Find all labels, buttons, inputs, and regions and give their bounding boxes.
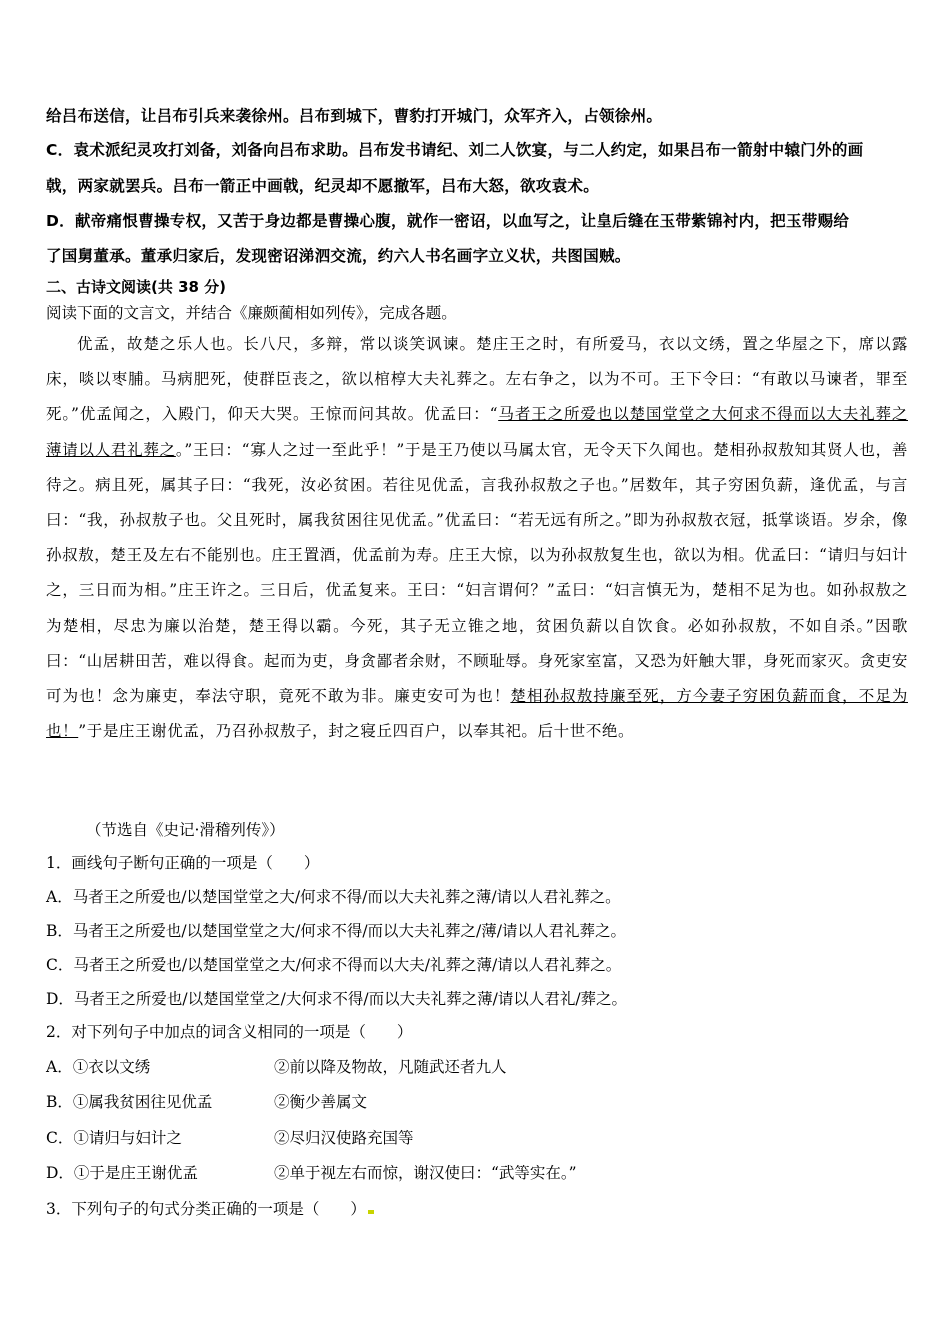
option-a-first: A．①衣以文绣 (46, 1058, 151, 1076)
underlined-sentence-2: 楚相孙叔敖持廉至死，方今妻子穷困负薪而食，不足为也！ (46, 687, 908, 741)
question-1-option-b: B．马者王之所爱也/以楚国堂堂之大/何求不得/而以大夫礼葬之/薄/请以人君礼葬之。 (46, 922, 627, 940)
top-option-d-line-2: 了国舅董承。董承归家后，发现密诏涕泗交流，约六人书名画字立义状，共图国贼。 (46, 247, 631, 265)
question-2-stem: 2．对下列句子中加点的词含义相同的一项是（ ） (46, 1023, 413, 1041)
top-option-line-1: 给吕布送信，让吕布引兵来袭徐州。吕布到城下，曹豹打开城门，众军齐入，占领徐州。 (46, 107, 663, 125)
option-d-first: D．①于是庄王谢优孟 (46, 1164, 198, 1182)
passage-part-3: ”于是庄王谢优孟，乃召孙叔敖子，封之寝丘四百户，以奉其祀。后十世不绝。 (78, 722, 635, 741)
passage-part-1: 优孟，故楚之乐人也。长八尺，多辩，常以谈笑讽谏。楚庄王之时，有所爱马，衣以文绣，置之华屋之下，席以露床，啖以枣脯。马病肥死，使群臣丧之，欲以棺椁大夫礼葬之。左右争之，以为不可。王下令曰：“有敢以马谏者，罪至死。”优孟闻之，入殿门，仰天大哭。王惊而问其故。优孟曰：“ (46, 335, 908, 424)
top-option-c-line-2: 戟，两家就罢兵。吕布一箭正中画戟，纪灵却不愿撤军，吕布大怒，欲攻袁术。 (46, 177, 600, 195)
option-b-first: B．①属我贫困往见优孟 (46, 1093, 213, 1111)
question-3-text: 3．下列句子的句式分类正确的一项是（ ） (46, 1200, 366, 1218)
question-1-stem: 1．画线句子断句正确的一项是（ ） (46, 854, 320, 872)
question-1-option-c: C．马者王之所爱也/以楚国堂堂之大/何求不得而以大夫/礼葬之薄/请以人君礼葬之。 (46, 956, 622, 974)
option-a-second: ②前以降及物故，凡随武还者九人 (274, 1058, 507, 1076)
question-1-option-d: D．马者王之所爱也/以楚国堂堂之/大何求不得/而以大夫礼葬之薄/请以人君礼/葬之。 (46, 990, 628, 1008)
question-2-option-c (46, 1126, 908, 1148)
question-1-option-a: A．马者王之所爱也/以楚国堂堂之大/何求不得/而以大夫礼葬之薄/请以人君礼葬之。 (46, 888, 621, 906)
passage-source: （节选自《史记·滑稽列传》） (86, 821, 285, 839)
highlight-mark-icon (368, 1210, 374, 1214)
classical-passage (46, 327, 908, 749)
option-d-second: ②单于视左右而惊，谢汉使曰：“武等实在。” (274, 1164, 577, 1182)
option-c-first: C．①请归与妇计之 (46, 1129, 182, 1147)
reading-instruction: 阅读下面的文言文，并结合《廉颇蔺相如列传》，完成各题。 (46, 304, 457, 322)
question-2-option-b (46, 1090, 908, 1112)
question-2-option-a (46, 1055, 908, 1077)
section-heading: 二、古诗文阅读(共 38 分) (46, 278, 227, 296)
top-option-c-line-1: C．袁术派纪灵攻打刘备，刘备向吕布求助。吕布发书请纪、刘二人饮宴，与二人约定，如果吕布一箭射中辕门外的画 (46, 141, 864, 159)
option-c-second: ②尽归汉使路充国等 (274, 1129, 414, 1147)
option-b-second: ②衡少善属文 (274, 1093, 368, 1111)
underlined-sentence-1: 马者王之所爱也以楚国堂堂之大何求不得而以大夫礼葬之薄请以人君礼葬之 (46, 405, 908, 459)
question-3-stem (46, 1197, 374, 1219)
passage-part-2: 。”王曰：“寡人之过一至此乎！”于是王乃使以马属太官，无令天下久闻也。楚相孙叔敖知其贤人也，善待之。病且死，属其子曰：“我死，汝必贫困。若往见优孟，言我孙叔敖之子也。”居数年，其子穷困负薪，逢优孟，与言曰：“我，孙叔敖子也。父且死时，属我贫困往见优孟。”优孟曰：“若无远有所之。”即为孙叔敖衣冠，抵掌谈语。岁余，像孙叔敖，楚王及左右不能别也。庄王置酒，优孟前为寿。庄王大惊，以为孙叔敖复生也，欲以为相。优孟曰：“请归与妇计之，三日而为相。”庄王许之。三日后，优孟复来。王曰：“妇言谓何？”孟曰：“妇言慎无为，楚相不足为也。如孙叔敖之为楚相，尽忠为廉以治楚，楚王得以霸。今死，其子无立锥之地，贫困负薪以自饮食。必如孙叔敖，不如自杀。”因歌曰：“山居耕田苦，难以得食。起而为吏，身贪鄙者余财，不顾耻辱。身死家室富，又恐为奸触大罪，身死而家灭。贪吏安可为也！念为廉吏，奉法守职，竟死不敢为非。廉吏安可为也！ (46, 440, 908, 706)
top-option-d-line-1: D．献帝痛恨曹操专权，又苦于身边都是曹操心腹，就作一密诏，以血写之，让皇后缝在玉带紫锦衬内，把玉带赐给 (46, 212, 850, 230)
question-2-option-d (46, 1161, 908, 1183)
